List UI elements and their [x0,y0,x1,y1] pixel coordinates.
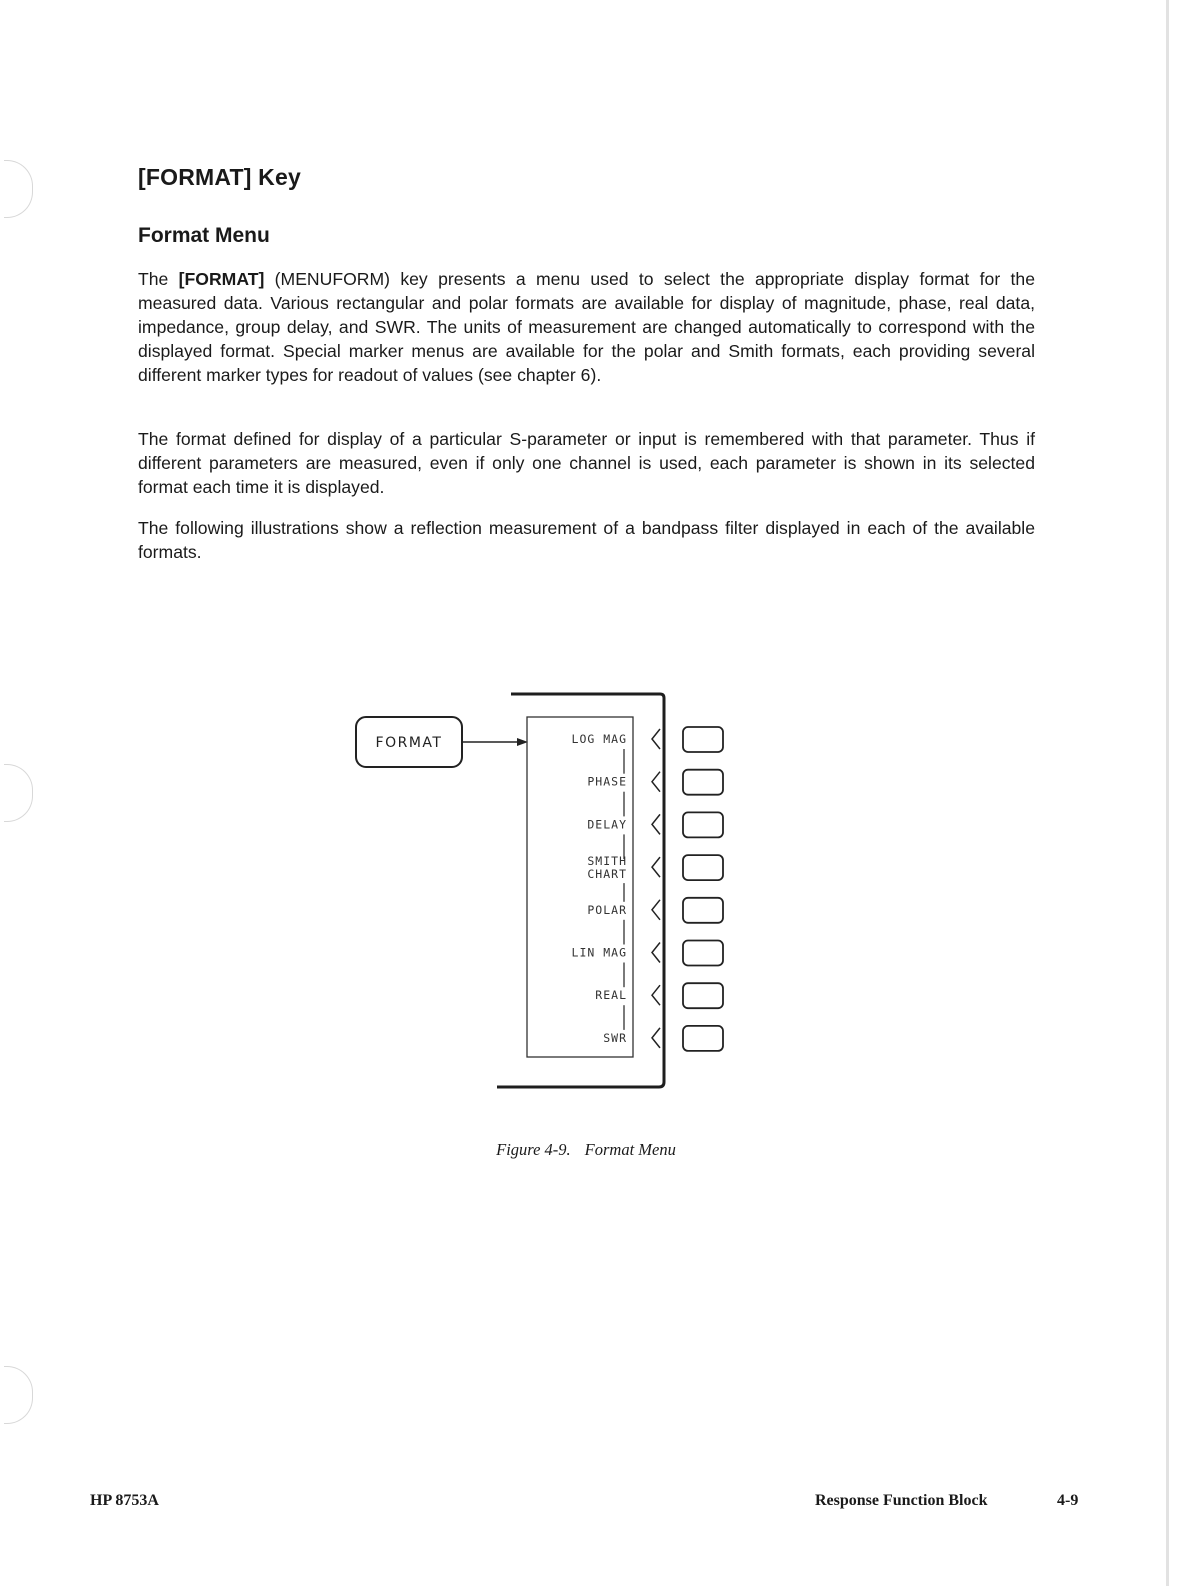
softkey-pointer [652,857,660,877]
softkey-button [683,855,723,880]
softkey-button [683,812,723,837]
format-key-ref: [FORMAT] [178,269,265,289]
softkey-pointer [652,900,660,920]
figure-caption [0,1140,1172,1160]
page-heading: [FORMAT] Key [138,164,301,190]
paragraph-parameters: The format defined for display of a particular S-parameter or input is remembered with that parameter. Thus if different parameters are measured, even if only one channel is used, each parameter is shown in its selected format each time it is displayed. [138,429,1035,497]
softkey-pointer [652,1028,660,1048]
softkey-pointer [652,814,660,834]
footer-model: HP 8753A [90,1492,159,1509]
footer-section: Response Function Block [815,1492,988,1509]
menu-item-label: PHASE [587,774,627,789]
figure-label: Figure 4-9. [496,1140,571,1159]
section-heading: Format Menu [138,224,270,247]
intro-body: (MENUFORM) key presents a menu used to select the appropriate display format for the measured data. Various rectangular and polar formats are available for display of magnitude, phase, real data, impedance, group delay, and SWR. The units of measurement are changed automatically to correspond with the displayed format. Special marker menus are available for the polar and Smith formats, each providing several different marker types for readout of values (see chapter 6). [138,269,1035,385]
menu-item-label: REAL [595,988,627,1003]
menu-items [572,727,723,1051]
arrow-head [517,738,528,746]
paragraph-illustrations: The following illustrations show a reflection measurement of a bandpass filter displayed in each of the available formats. [138,518,1035,562]
menu-item-label: POLAR [587,902,627,917]
menu-item-label: LOG MAG [571,732,627,746]
softkey-menu-box [527,717,633,1057]
softkey-pointer [652,729,660,749]
softkey-button [683,727,723,752]
softkey-pointer [652,985,660,1005]
menu-item-label: SMITH [587,854,627,869]
softkey-button [683,770,723,795]
format-hardkey-label: FORMAT [375,735,443,751]
intro-lead: The [138,269,179,289]
menu-item-label: DELAY [587,817,627,832]
softkey-button [683,941,723,966]
softkey-button [683,898,723,923]
menu-item-label: SWR [603,1030,627,1045]
menu-item-label-line2: CHART [587,867,627,882]
softkey-button [683,1026,723,1051]
figure-title: Format Menu [584,1140,676,1159]
softkey-pointer [652,943,660,963]
softkey-bracket [497,694,664,1087]
softkey-button [683,983,723,1008]
menu-item-label: LIN MAG [571,945,627,960]
footer-page-number: 4-9 [1057,1492,1079,1509]
softkey-pointer [652,772,660,792]
